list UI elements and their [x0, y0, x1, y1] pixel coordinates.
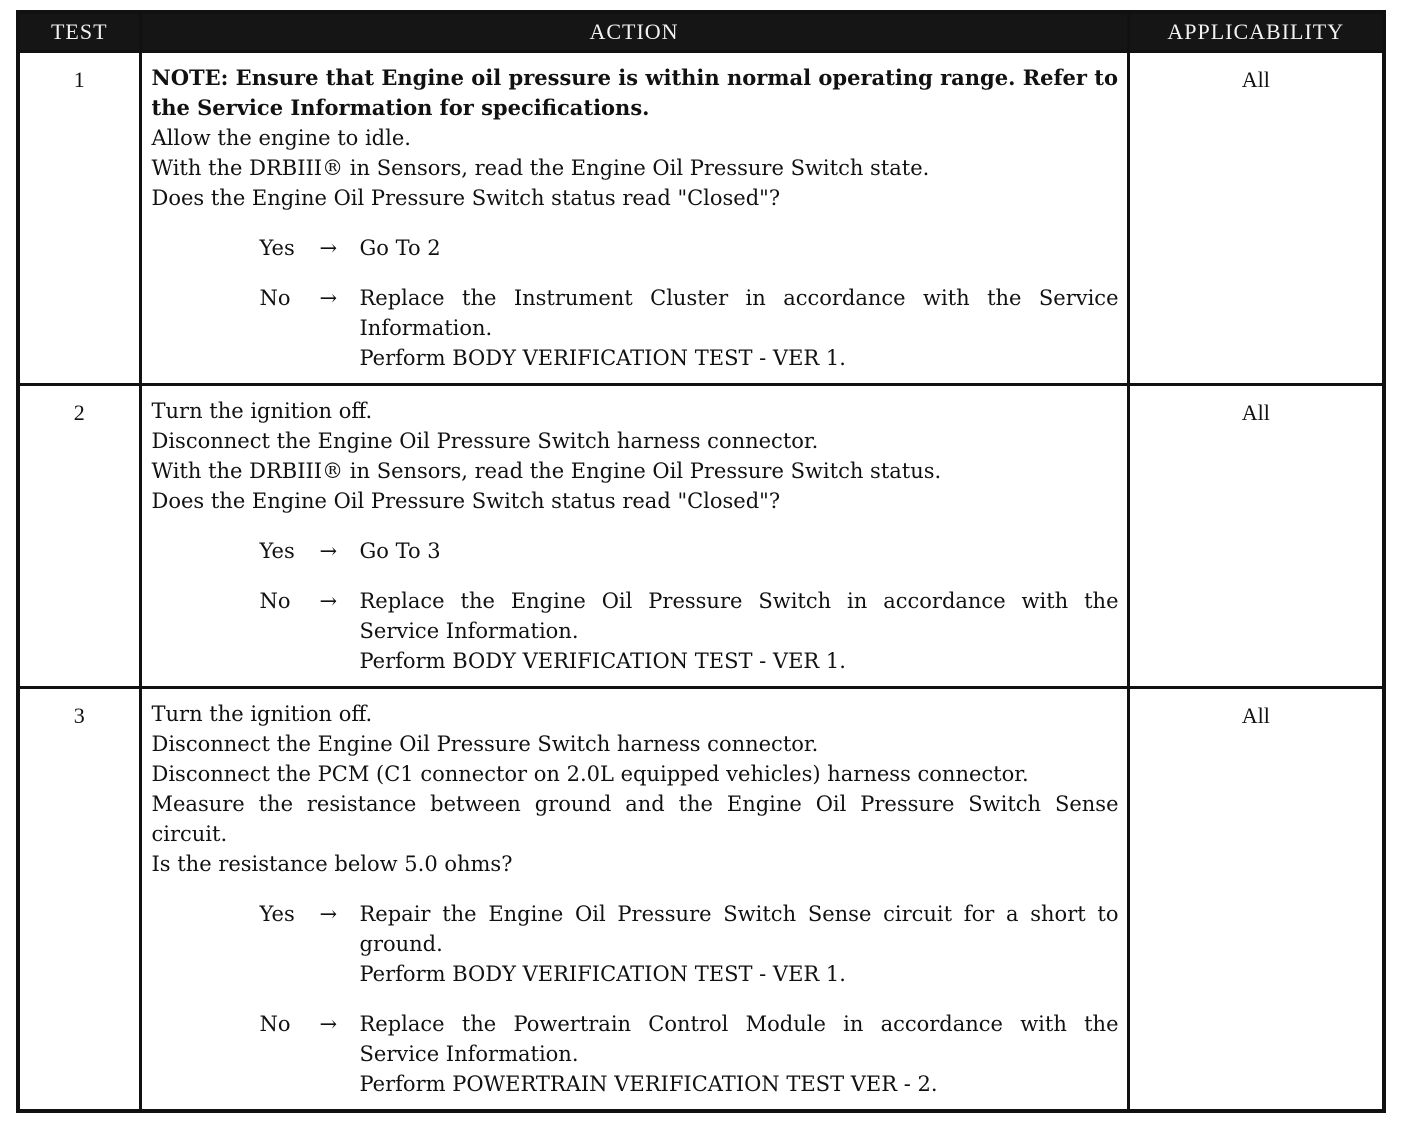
action-line: With the DRBIII® in Sensors, read the Engine Oil Pressure Switch state. — [151, 156, 930, 180]
table-row — [18, 385, 1384, 688]
action-line: Does the Engine Oil Pressure Switch status read "Closed"? — [151, 186, 781, 210]
action-line: Does the Engine Oil Pressure Switch status read "Closed"? — [151, 489, 781, 513]
diagnostic-test-table-wrapper — [16, 10, 1382, 1113]
note-text: NOTE: Ensure that Engine oil pressure is within normal operating range. Refer to the Service Information for specifications. — [151, 65, 1118, 120]
answer-label: Yes — [259, 902, 295, 926]
table-header-row — [18, 12, 1384, 52]
action-cell — [140, 52, 1128, 385]
outcome-yes — [260, 536, 1119, 566]
header-applicability: APPLICABILITY — [1128, 12, 1384, 52]
answer-label: No — [259, 589, 291, 613]
outcome-text: Go To 2 — [359, 236, 441, 260]
applicability-cell: All — [1128, 385, 1384, 688]
outcome-perform: Perform BODY VERIFICATION TEST - VER 1. — [359, 346, 846, 370]
outcome-perform: Perform BODY VERIFICATION TEST - VER 1. — [359, 962, 846, 986]
action-line: Is the resistance below 5.0 ohms? — [151, 852, 513, 876]
outcome-options — [152, 536, 1119, 676]
outcome-text: Go To 3 — [359, 539, 441, 563]
header-test: TEST — [18, 12, 140, 52]
outcome-no — [260, 283, 1119, 373]
arrow-icon: → — [319, 236, 338, 260]
header-action: ACTION — [140, 12, 1128, 52]
answer-label: Yes — [259, 236, 295, 260]
test-number: 3 — [18, 688, 140, 1112]
outcome-options — [152, 899, 1119, 1099]
applicability-cell: All — [1128, 52, 1384, 385]
outcome-text: Repair the Engine Oil Pressure Switch Sense circuit for a short to ground. — [359, 902, 1119, 956]
arrow-icon: → — [319, 1012, 338, 1036]
table-row — [18, 52, 1384, 385]
arrow-icon: → — [319, 902, 338, 926]
action-line: Turn the ignition off. — [151, 702, 373, 726]
action-line: Allow the engine to idle. — [151, 126, 411, 150]
answer-label: No — [259, 286, 291, 310]
action-line: Measure the resistance between ground and the Engine Oil Pressure Switch Sense circuit. — [151, 792, 1119, 846]
action-cell — [140, 688, 1128, 1112]
applicability-cell: All — [1128, 688, 1384, 1112]
action-line: Turn the ignition off. — [151, 399, 373, 423]
action-line: Disconnect the PCM (C1 connector on 2.0L equipped vehicles) harness connector. — [151, 762, 1029, 786]
outcome-yes — [260, 899, 1119, 989]
answer-label: No — [259, 1012, 291, 1036]
outcome-no — [260, 586, 1119, 676]
arrow-icon: → — [319, 539, 338, 563]
outcome-no — [260, 1009, 1119, 1099]
arrow-icon: → — [319, 286, 338, 310]
outcome-yes — [260, 233, 1119, 263]
outcome-perform: Perform POWERTRAIN VERIFICATION TEST VER - 2. — [359, 1072, 938, 1096]
test-number: 1 — [18, 52, 140, 385]
action-line: With the DRBIII® in Sensors, read the Engine Oil Pressure Switch status. — [151, 459, 942, 483]
arrow-icon: → — [319, 589, 338, 613]
test-number: 2 — [18, 385, 140, 688]
outcome-text: Replace the Engine Oil Pressure Switch in accordance with the Service Information. — [359, 589, 1119, 643]
table-row — [18, 688, 1384, 1112]
outcome-options — [152, 233, 1119, 373]
action-cell — [140, 385, 1128, 688]
action-line: Disconnect the Engine Oil Pressure Switch harness connector. — [151, 732, 819, 756]
diagnostic-test-table — [16, 10, 1386, 1113]
action-line: Disconnect the Engine Oil Pressure Switch harness connector. — [151, 429, 819, 453]
answer-label: Yes — [259, 539, 295, 563]
outcome-text: Replace the Powertrain Control Module in accordance with the Service Information. — [359, 1012, 1119, 1066]
outcome-perform: Perform BODY VERIFICATION TEST - VER 1. — [359, 649, 846, 673]
outcome-text: Replace the Instrument Cluster in accordance with the Service Information. — [359, 286, 1119, 340]
